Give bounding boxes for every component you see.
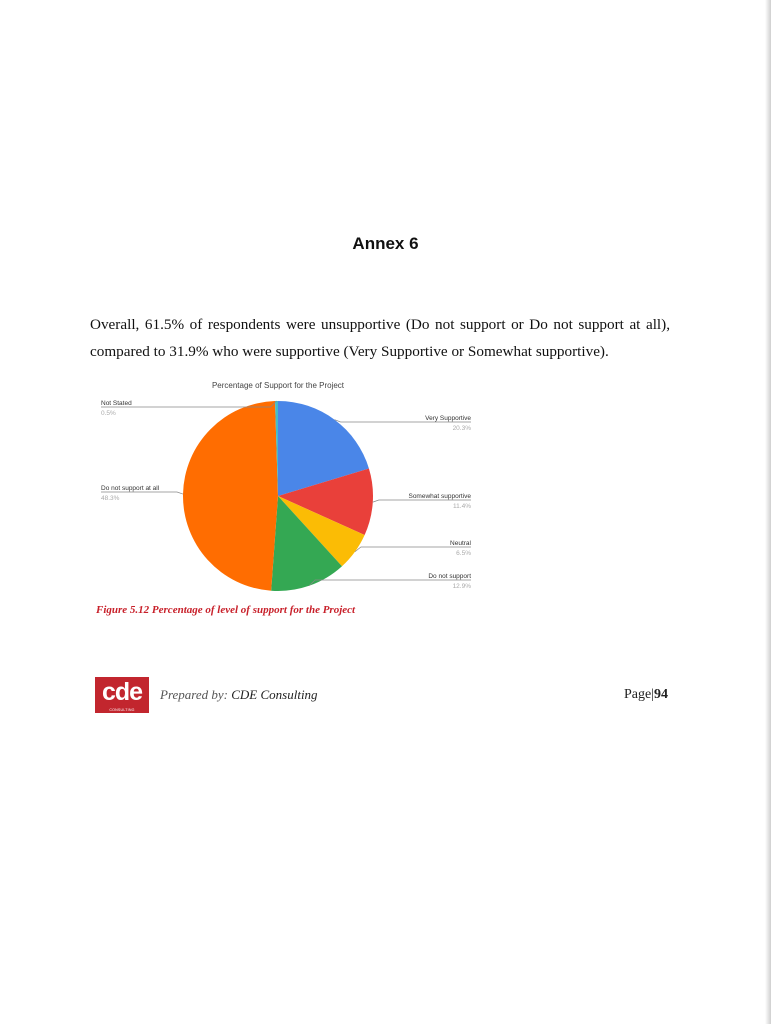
page-edge-shadow xyxy=(765,0,771,1024)
intro-paragraph: Overall, 61.5% of respondents were unsupportive (Do not support or Do not support at all), compared to 31.9% who were supportive (Very Supportive or Somewhat supportive). xyxy=(90,316,670,361)
slice-label-somewhat-supportive: Somewhat supportive xyxy=(408,493,471,500)
prepared-by-label: Prepared by: xyxy=(160,687,228,702)
slice-value-very-supportive: 20.3% xyxy=(452,425,471,432)
logo-subtext: CONSULTING xyxy=(109,708,135,712)
slice-label-not-stated: Not Stated xyxy=(101,400,132,407)
cde-logo xyxy=(95,677,149,713)
prepared-by-name: CDE Consulting xyxy=(231,687,318,702)
figure-caption: Figure 5.12 Percentage of level of support for the Project xyxy=(96,604,356,616)
slice-value-somewhat-supportive: 11.4% xyxy=(453,503,471,510)
support-pie-chart xyxy=(95,376,480,598)
slice-label-very-supportive: Very Supportive xyxy=(425,415,471,422)
slice-label-neutral: Neutral xyxy=(450,540,471,547)
slice-label-do-not-support: Do not support xyxy=(428,573,471,580)
leader-line-neutral xyxy=(355,547,471,552)
slice-label-do-not-support-at-all: Do not support at all xyxy=(101,485,160,492)
leader-line-do-not-support xyxy=(309,580,471,586)
leader-line-do-not-support-at-all xyxy=(101,492,183,494)
leader-line-somewhat-supportive xyxy=(373,500,471,502)
page-label: Page| xyxy=(623,687,654,702)
slice-value-neutral: 6.5% xyxy=(456,550,471,557)
chart-title: Percentage of Support for the Project xyxy=(211,381,345,390)
slice-value-not-stated: 0.5% xyxy=(101,410,116,417)
pie-slice-do-not-support-at-all xyxy=(183,401,278,591)
prepared-by xyxy=(160,687,318,703)
slice-value-do-not-support-at-all: 48.3% xyxy=(101,495,120,502)
page-number-value: 94 xyxy=(654,687,668,702)
pie-slices xyxy=(183,401,373,591)
logo-wordmark: cde xyxy=(101,678,143,706)
annex-heading: Annex 6 xyxy=(352,234,419,253)
slice-value-do-not-support: 12.9% xyxy=(452,583,471,590)
page-number xyxy=(624,687,668,703)
